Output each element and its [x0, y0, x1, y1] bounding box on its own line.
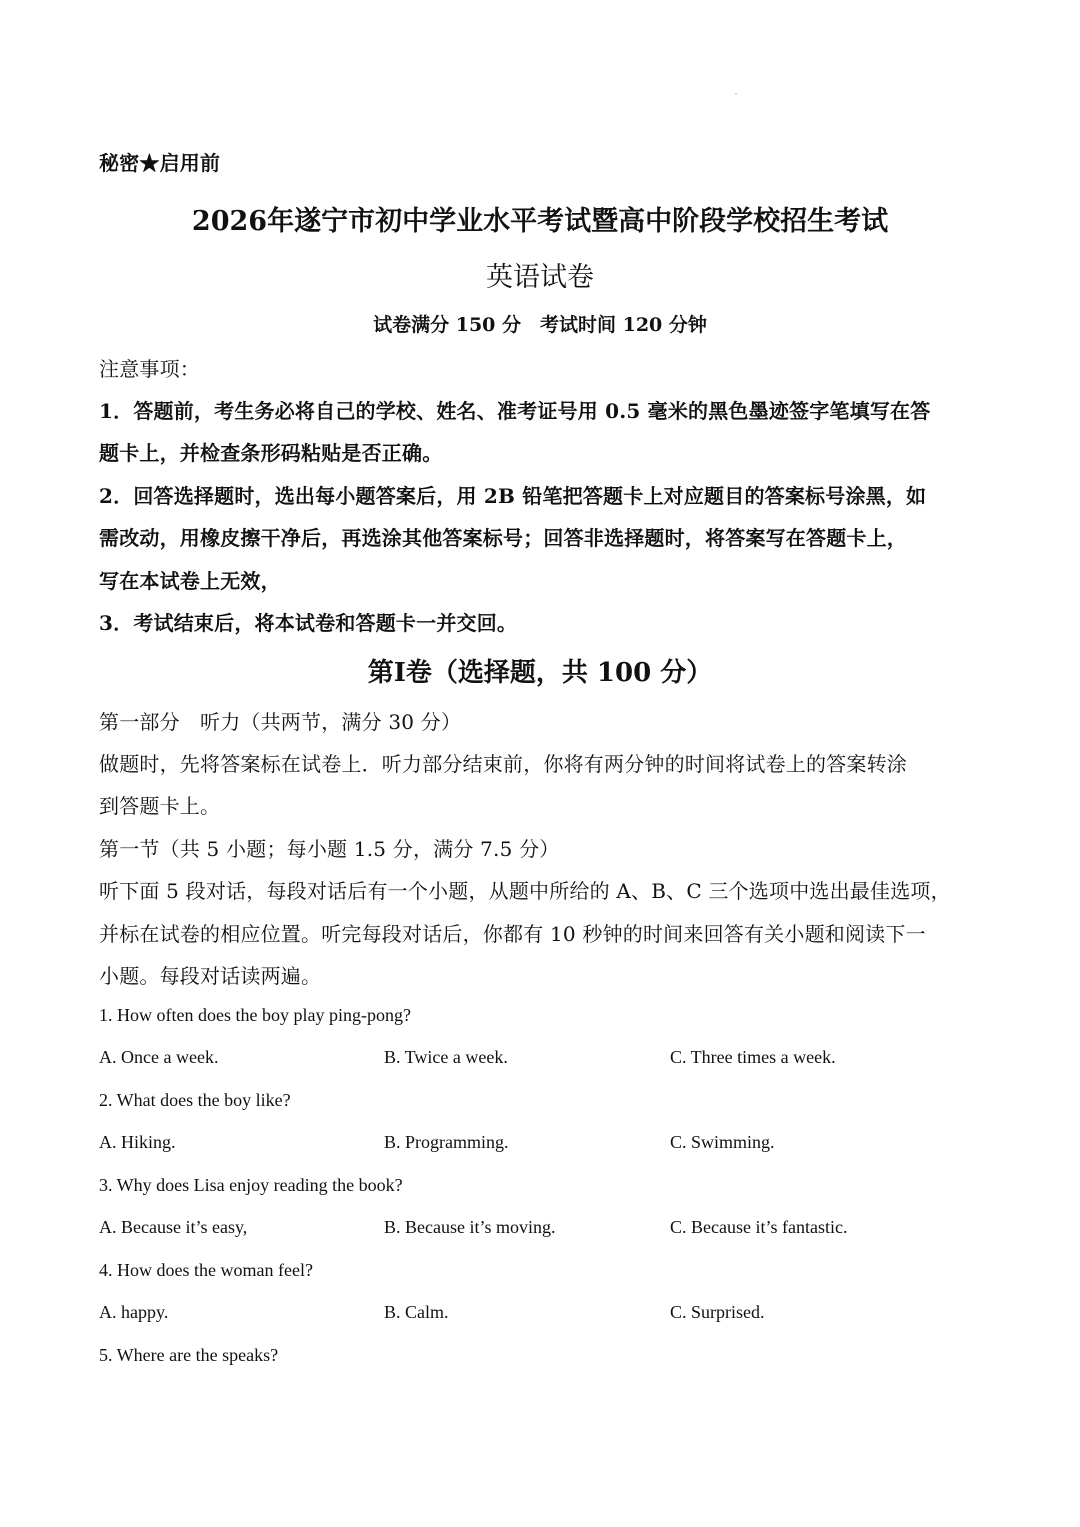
question-stem: 4. How does the woman feel?: [99, 1260, 313, 1280]
question-stem: 3. Why does Lisa enjoy reading the book?: [99, 1175, 403, 1195]
part-title: 第一部分 听力（共两节，满分 30 分）: [99, 710, 462, 734]
secret-mark: 秘密★启用前: [99, 151, 221, 175]
option-b: B. Twice a week.: [384, 1047, 508, 1067]
section-instruction: 并标在试卷的相应位置。听完每段对话后，你都有 10 秒钟的时间来回答有关小题和阅读下一: [99, 922, 926, 946]
option-c: C. Three times a week.: [670, 1047, 836, 1067]
option-a: A. Once a week.: [99, 1047, 219, 1067]
option-a: A. Hiking.: [99, 1132, 176, 1152]
notice-heading: 注意事项：: [99, 357, 200, 381]
question-stem: 2. What does the boy like?: [99, 1090, 291, 1110]
option-c: C. Surprised.: [670, 1302, 765, 1322]
exam-meta: 试卷满分 150 分 考试时间 120 分钟: [373, 314, 707, 336]
section-instruction: 小题。每段对话读两遍。: [99, 964, 322, 988]
notice-line: 2．回答选择题时，选出每小题答案后，用 2B 铅笔把答题卡上对应题目的答案标号涂黑，如: [99, 484, 927, 508]
notice-line: 题卡上，并检查条形码粘贴是否正确。: [99, 441, 443, 465]
exam-title: 2026年遂宁市初中学业水平考试暨高中阶段学校招生考试: [191, 206, 889, 237]
option-b: B. Programming.: [384, 1132, 509, 1152]
option-c: C. Because it’s fantastic.: [670, 1217, 848, 1237]
notice-line: 写在本试卷上无效，: [99, 569, 281, 593]
option-b: B. Calm.: [384, 1302, 449, 1322]
section-instruction: 听下面 5 段对话，每段对话后有一个小题，从题中所给的 A、B、C 三个选项中选出最佳选项，: [99, 879, 951, 903]
question-stem: 1. How often does the boy play ping-pong?: [99, 1005, 411, 1025]
notice-line: 需改动，用橡皮擦干净后，再选涂其他答案标号；回答非选择题时，将答案写在答题卡上，: [99, 526, 907, 550]
option-b: B. Because it’s moving.: [384, 1217, 556, 1237]
scan-speck: [735, 93, 737, 95]
notice-line: 3．考试结束后，将本试卷和答题卡一并交回。: [99, 611, 518, 635]
subject-title: 英语试卷: [486, 262, 594, 293]
volume-title: 第Ⅰ卷（选择题，共 100 分）: [367, 658, 713, 688]
question-stem: 5. Where are the speaks?: [99, 1345, 279, 1365]
option-a: A. Because it’s easy,: [99, 1217, 248, 1237]
section-title: 第一节（共 5 小题；每小题 1.5 分，满分 7.5 分）: [99, 837, 560, 861]
notice-line: 1．答题前，考生务必将自己的学校、姓名、准考证号用 0.5 毫米的黑色墨迹签字笔填写在答: [99, 399, 931, 423]
option-c: C. Swimming.: [670, 1132, 775, 1152]
part-instruction: 到答题卡上。: [99, 794, 221, 818]
option-a: A. happy.: [99, 1302, 169, 1322]
part-instruction: 做题时，先将答案标在试卷上．听力部分结束前，你将有两分钟的时间将试卷上的答案转涂: [99, 752, 907, 776]
